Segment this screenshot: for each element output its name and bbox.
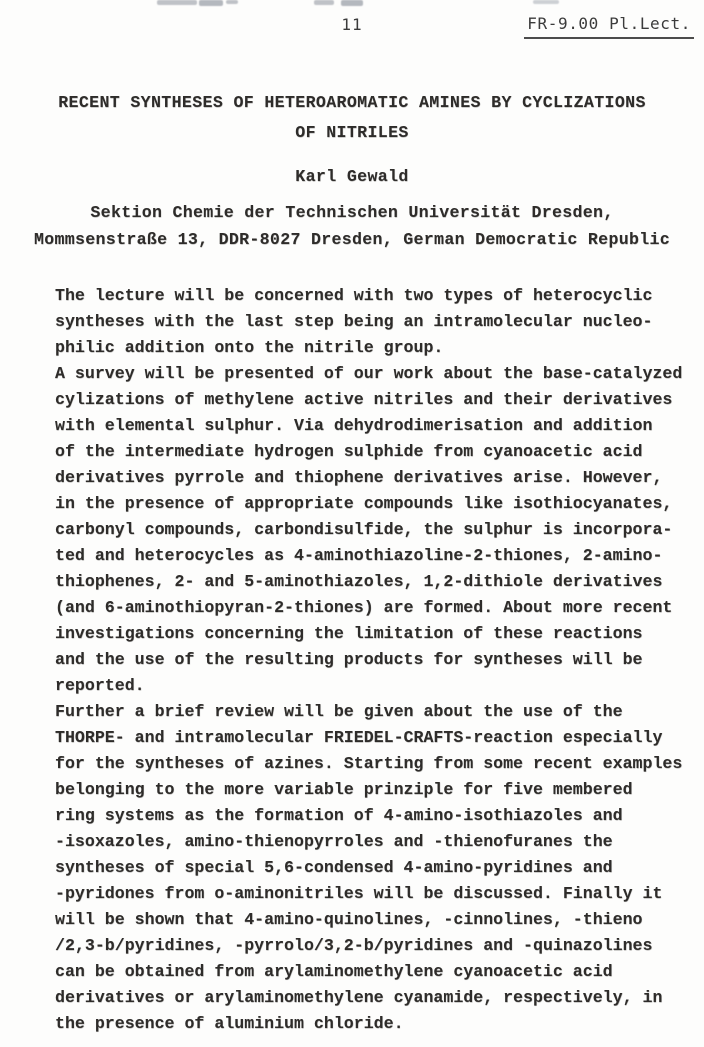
body-line: A survey will be presented of our work about the base-catalyzed [55,364,683,383]
title-line: RECENT SYNTHESES OF HETEROAROMATIC AMINES BY CYCLIZATIONS [58,93,646,112]
body-line: Further a brief review will be given about the use of the [55,702,623,721]
scan-artifact [533,0,559,4]
body-line: syntheses with the last step being an intramolecular nucleo- [55,312,653,331]
body-line: /2,3-b/pyridines, -pyrrolo/3,2-b/pyridines and -quinazolines [55,936,653,955]
body-line: ted and heterocycles as 4-aminothiazoline-2-thiones, 2-amino- [55,546,663,565]
affiliation-line: Sektion Chemie der Technischen Universität Dresden, [90,203,614,222]
body-line: thiophenes, 2- and 5-aminothiazoles, 1,2-dithiole derivatives [55,572,663,591]
scan-artifact [226,0,238,4]
body-line: carbonyl compounds, carbondisulfide, the sulphur is incorpora- [55,520,673,539]
body-line: THORPE- and intramolecular FRIEDEL-CRAFTS-reaction especially [55,728,663,747]
body-line: investigations concerning the limitation of these reactions [55,624,643,643]
body-line: -pyridones from o-aminonitriles will be discussed. Finally it [55,884,663,903]
page-number: 11 [341,15,363,34]
body-line: derivatives or arylaminomethylene cyanamide, respectively, in [55,988,663,1007]
scan-artifact [199,0,223,6]
author-affiliation [0,200,704,253]
body-line: and the use of the resulting products for syntheses will be [55,650,643,669]
author-name: Karl Gewald [295,167,409,186]
body-line: can be obtained from arylaminomethylene cyanoacetic acid [55,962,613,981]
scan-artifact [314,0,334,5]
body-line: ring systems as the formation of 4-amino-isothiazoles and [55,806,623,825]
body-line: syntheses of special 5,6-condensed 4-amino-pyridines and [55,858,613,877]
body-line: The lecture will be concerned with two types of heterocyclic [55,286,653,305]
body-line: for the syntheses of azines. Starting from some recent examples [55,754,683,773]
title-line: OF NITRILES [295,123,409,142]
scan-artifact [157,0,197,5]
body-line: in the presence of appropriate compounds like isothiocyanates, [55,494,673,513]
body-line: cylizations of methylene active nitriles and their derivatives [55,390,673,409]
body-line: (and 6-aminothiopyran-2-thiones) are formed. About more recent [55,598,673,617]
affiliation-line: Mommsenstraße 13, DDR-8027 Dresden, German Democratic Republic [34,229,670,249]
body-line: with elemental sulphur. Via dehydrodimerisation and addition [55,416,653,435]
body-line: reported. [55,676,145,695]
abstract-title [0,88,704,148]
scan-artifact [341,0,363,6]
body-line: derivatives pyrrole and thiophene derivatives arise. However, [55,468,663,487]
abstract-body [55,283,700,1037]
body-line: philic addition onto the nitrile group. [55,338,444,357]
body-line: belonging to the more variable prinziple for five membered [55,780,633,799]
session-code-label: FR-9.00 Pl.Lect. [524,14,694,39]
body-line: of the intermediate hydrogen sulphide from cyanoacetic acid [55,442,643,461]
body-line: will be shown that 4-amino-quinolines, -cinnolines, -thieno [55,910,643,929]
body-line: -isoxazoles, amino-thienopyrroles and -thienofuranes the [55,832,613,851]
body-line: the presence of aluminium chloride. [55,1014,404,1033]
